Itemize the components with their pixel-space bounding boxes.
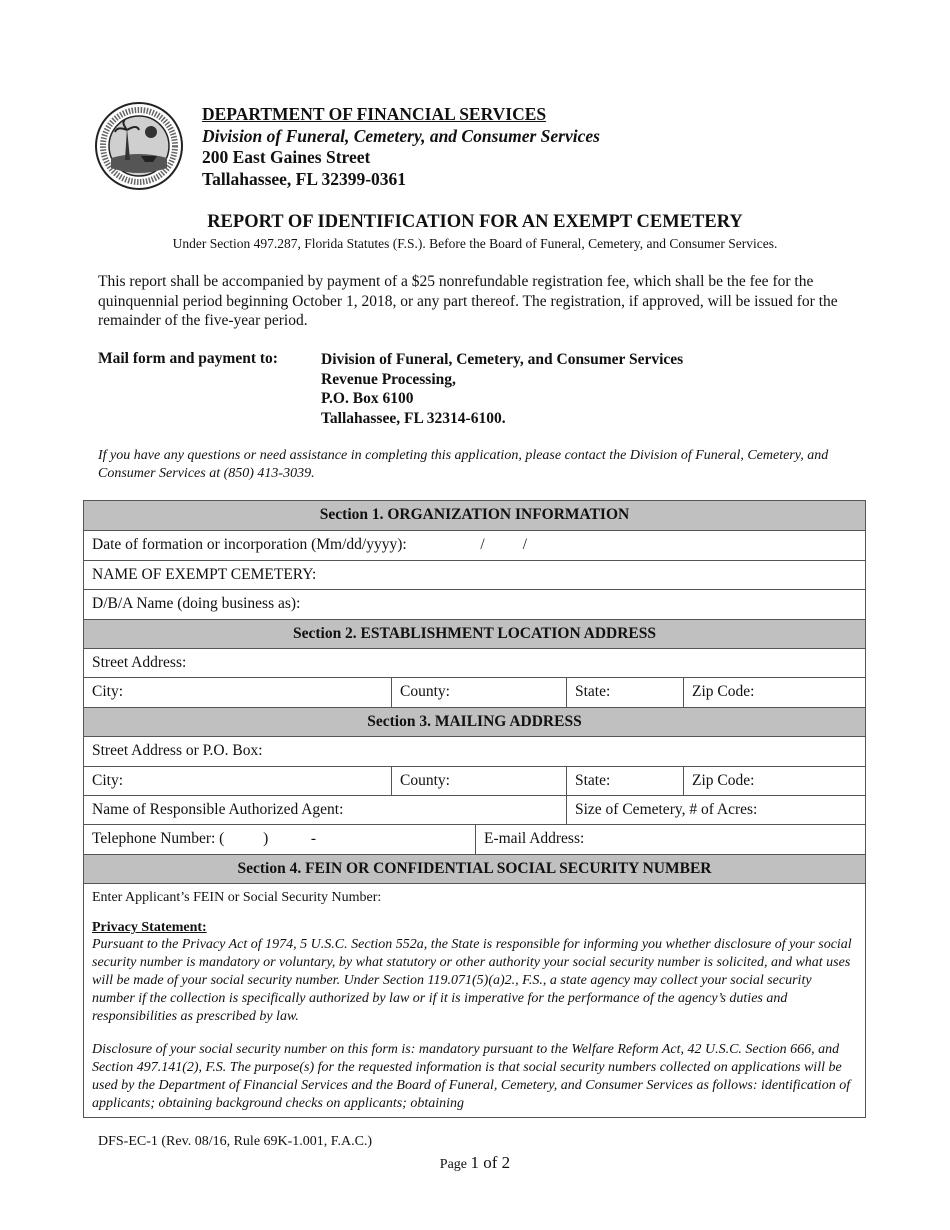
form-code: DFS-EC-1 (Rev. 08/16, Rule 69K-1.001, F.A.C.) xyxy=(98,1134,373,1149)
fee-paragraph: This report shall be accompanied by payment of a $25 nonrefundable registration fee, which shall be the fee for the quinquennial period beginning October 1, 2018, or any part thereof. The registration, if approved, will be issued for the remainder of the five-year period. xyxy=(98,273,838,329)
mail-line-3: P.O. Box 6100 xyxy=(321,390,414,407)
form-title: REPORT OF IDENTIFICATION FOR AN EXEMPT CEMETERY xyxy=(207,212,743,232)
mail-line-2: Revenue Processing, xyxy=(321,370,456,388)
date-separator: / xyxy=(480,536,485,554)
privacy-paragraph-1: Pursuant to the Privacy Act of 1974, 5 U.S.C. Section 552a, the State is responsible for informing you whether disclosure of your social security number is mandatory or voluntary, by what statutory or other authority your social security number is solicited, and what uses will be made of your social security number. Under Section 119.071(5)(a)2., F.S., a state agency may collect your social security number if the collection is specifically authorized by law or if it is imperative for the performance of the agency’s duties and responsibilities as prescribed by law. xyxy=(92,937,852,1025)
mail-label: Mail form and payment to: xyxy=(98,350,278,367)
date-separator: / xyxy=(522,536,528,554)
mailing-county-field[interactable]: County: xyxy=(391,767,566,795)
section-3-heading: Section 3. MAILING ADDRESS xyxy=(84,707,865,736)
mail-line-1: Division of Funeral, Cemetery, and Consumer Services xyxy=(321,351,684,368)
cemetery-name-field[interactable] xyxy=(84,560,865,589)
agency-header xyxy=(202,104,600,190)
form-subtitle: Under Section 497.287, Florida Statutes (F.S.). Before the Board of Funeral, Cemetery, and Consumer Services. xyxy=(172,236,778,251)
mailing-state-field[interactable]: State: xyxy=(566,767,683,795)
formation-date-label: Date of formation or incorporation (Mm/dd/yyyy): xyxy=(92,536,407,554)
mail-address xyxy=(321,350,683,428)
location-street-label: Street Address: xyxy=(92,653,187,671)
page-of: 1 of 2 xyxy=(470,1153,511,1172)
agent-row xyxy=(84,795,865,824)
location-zip-field[interactable]: Zip Code: xyxy=(683,678,865,706)
privacy-paragraph-2: Disclosure of your social security number on this form is: mandatory pursuant to the Welfare Reform Act, 42 U.S.C. Section 666, and Section 497.141(2), F.S. The purpose(s) for the requested information is that social security numbers collected on applications will be used by the Department of Financial Services and the Board of Funeral, Cemetery, and Consumer Services as follows: identification of applicants; obtaining background checks on applicants; obtaining xyxy=(92,1042,851,1112)
mail-line-4: Tallahassee, FL 32314-6100. xyxy=(321,409,506,427)
telephone-field[interactable]: Telephone Number: ( ) - xyxy=(92,830,317,848)
section-4-heading: Section 4. FEIN OR CONFIDENTIAL SOCIAL SECURITY NUMBER xyxy=(84,854,865,883)
mailing-city-row xyxy=(84,766,865,795)
privacy-statement-title: Privacy Statement: xyxy=(92,920,207,936)
agency-street: 200 East Gaines Street xyxy=(202,147,371,167)
cemetery-name-label: NAME OF EXEMPT CEMETERY: xyxy=(92,565,317,583)
dba-name-label: D/B/A Name (doing business as): xyxy=(92,595,301,613)
section-1-heading: Section 1. ORGANIZATION INFORMATION xyxy=(84,501,865,530)
mailing-city-field[interactable]: City: xyxy=(92,771,124,789)
fein-ssn-field[interactable]: Enter Applicant’s FEIN or Social Security Number: xyxy=(92,890,382,906)
mailing-street-label: Street Address or P.O. Box: xyxy=(92,742,263,760)
contact-row xyxy=(84,824,865,853)
contact-note: If you have any questions or need assistance in completing this application, please contact the Division of Funeral, Cemetery, and Consumer Services at (850) 413-3039. xyxy=(98,448,829,481)
section-2-heading: Section 2. ESTABLISHMENT LOCATION ADDRESS xyxy=(84,619,865,648)
authorized-agent-field[interactable]: Name of Responsible Authorized Agent: xyxy=(92,800,344,818)
section-4-body xyxy=(84,883,865,1117)
location-city-field[interactable]: City: xyxy=(92,683,124,701)
location-city-row xyxy=(84,677,865,706)
agency-city: Tallahassee, FL 32399-0361 xyxy=(202,168,407,189)
mailing-zip-field[interactable]: Zip Code: xyxy=(683,767,865,795)
dba-name-field[interactable] xyxy=(84,589,865,618)
division-name: Division of Funeral, Cemetery, and Consumer Services xyxy=(202,125,600,146)
cemetery-acres-field[interactable]: Size of Cemetery, # of Acres: xyxy=(566,796,865,824)
location-county-field[interactable]: County: xyxy=(391,678,566,706)
department-name: DEPARTMENT OF FINANCIAL SERVICES xyxy=(202,104,547,124)
formation-date-row[interactable] xyxy=(84,530,865,559)
email-field[interactable]: E-mail Address: xyxy=(475,825,865,853)
state-seal-icon xyxy=(95,102,183,190)
location-street-field[interactable] xyxy=(84,648,865,677)
page-number xyxy=(0,1153,950,1173)
mailing-street-field[interactable] xyxy=(84,736,865,765)
location-state-field[interactable]: State: xyxy=(566,678,683,706)
application-form xyxy=(83,500,866,1118)
page-word: Page xyxy=(439,1157,468,1172)
